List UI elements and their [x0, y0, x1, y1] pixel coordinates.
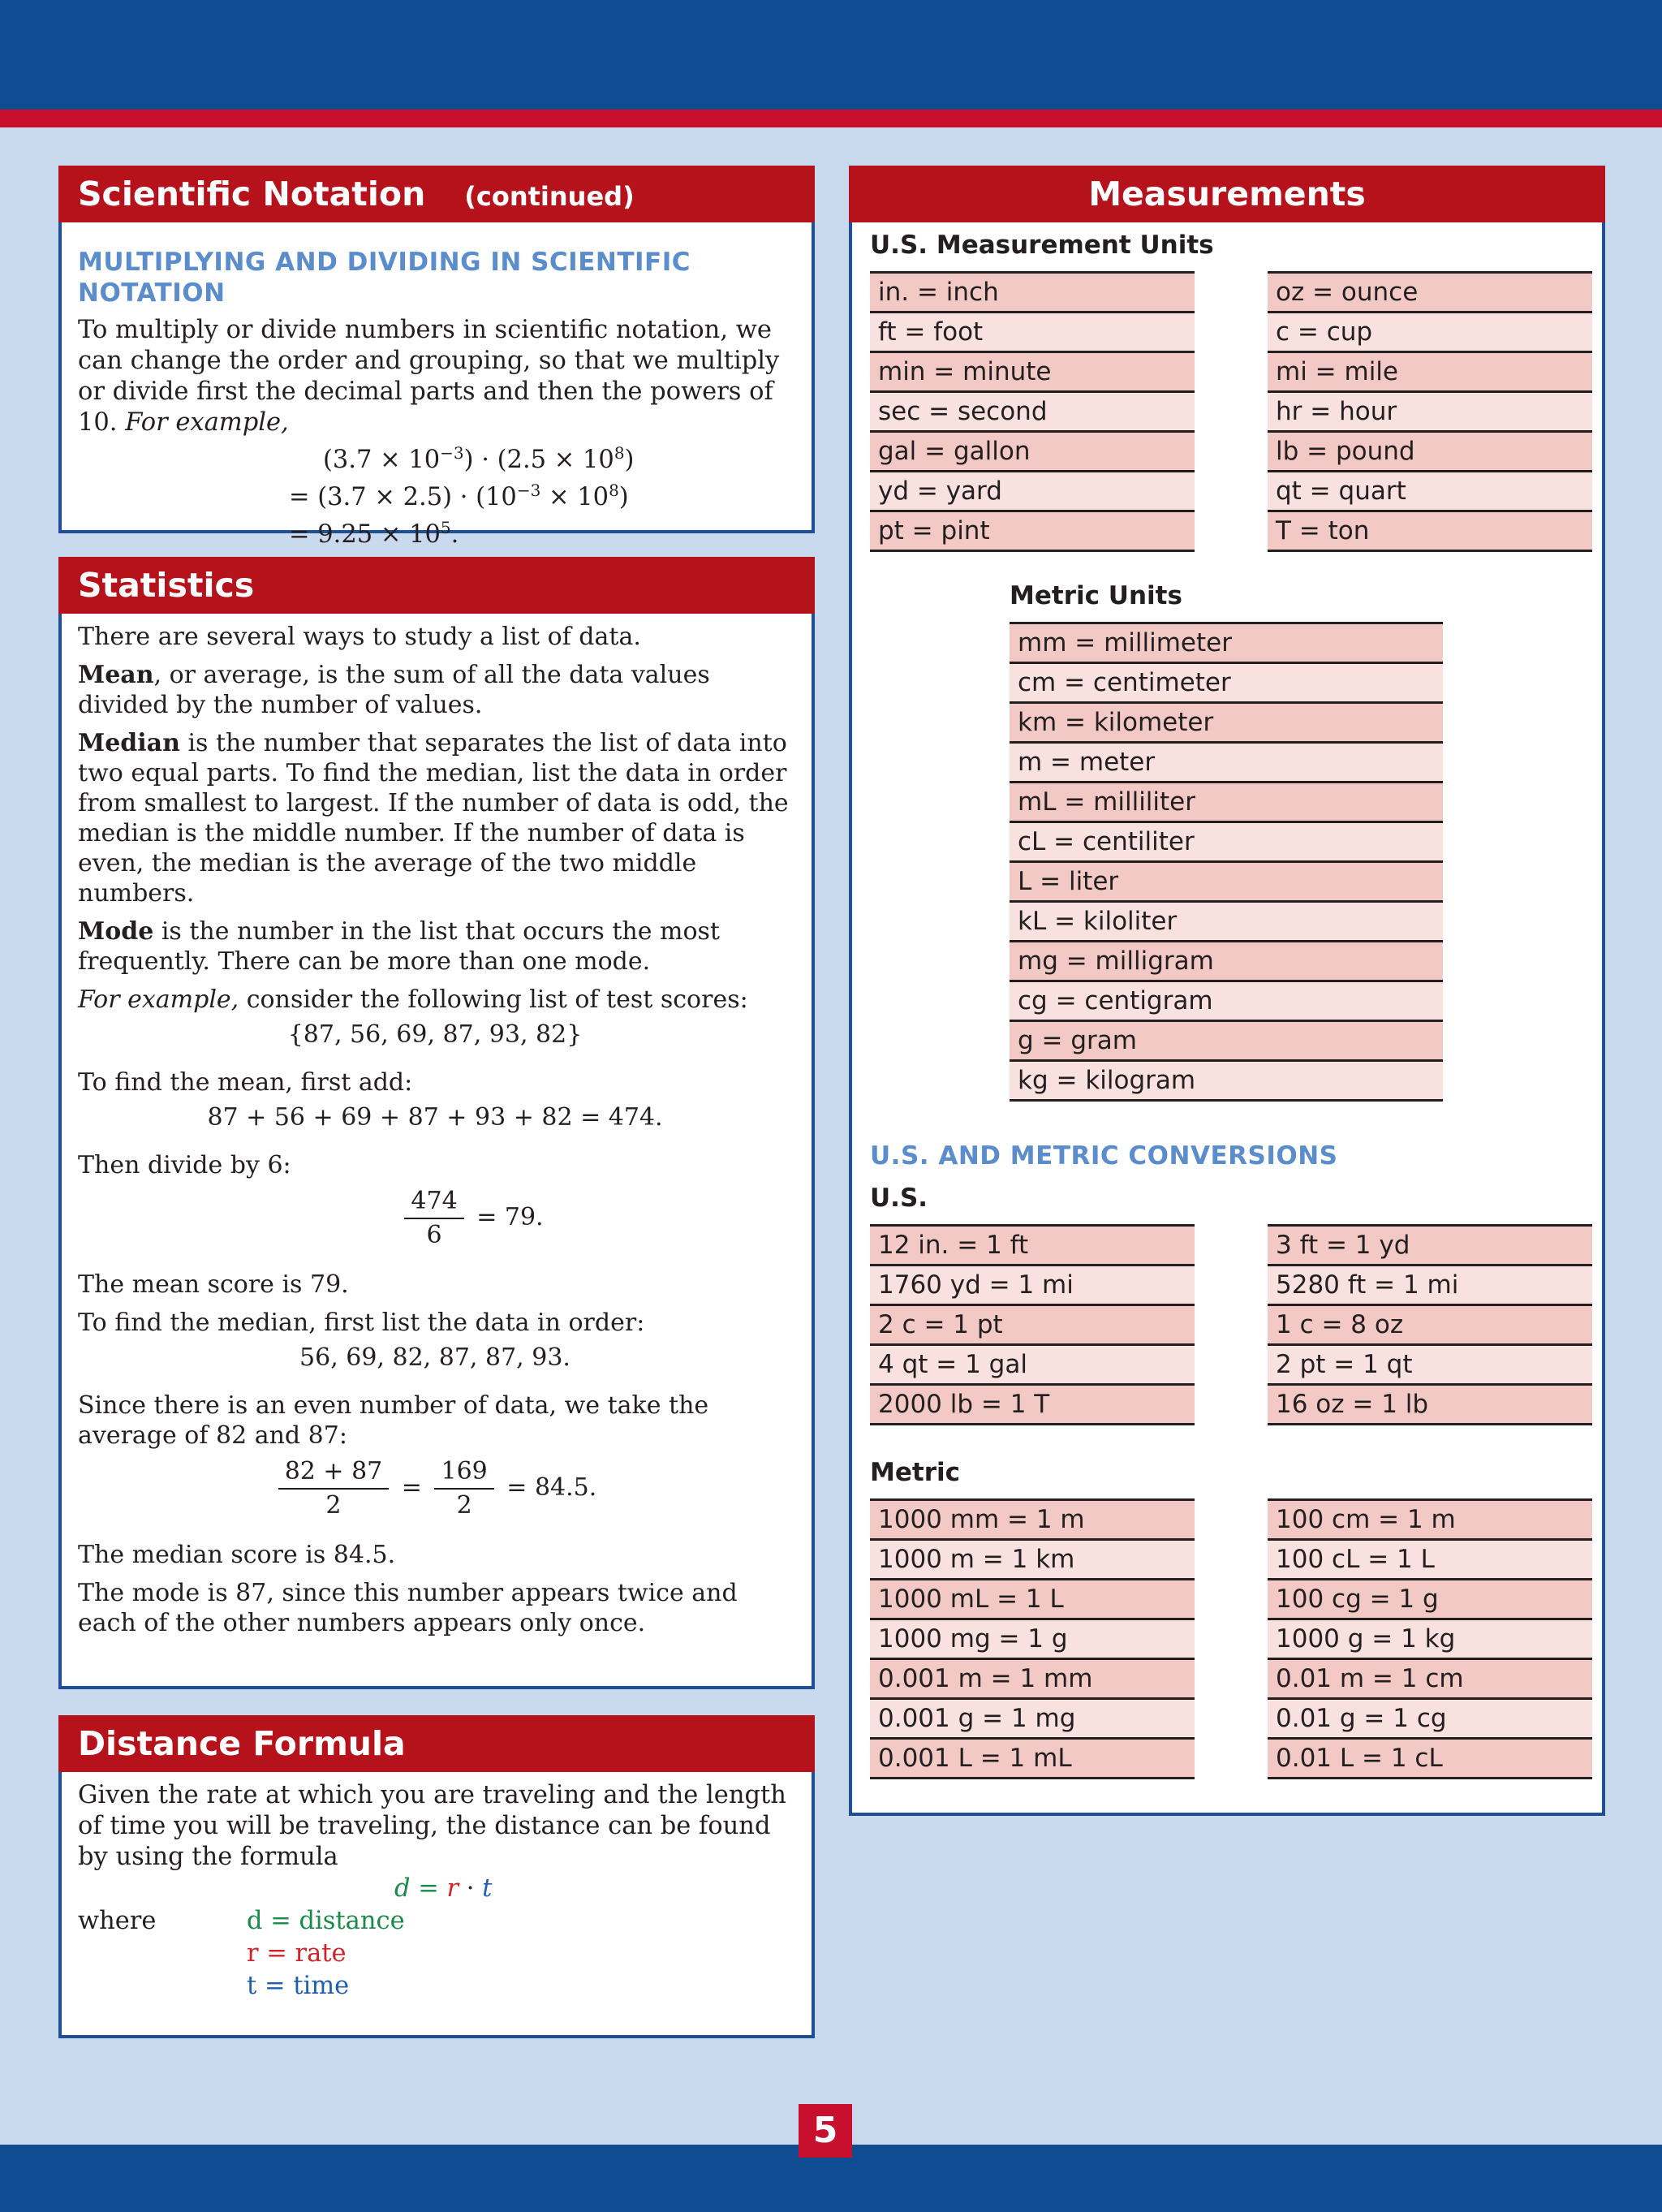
table-row: ft = foot — [870, 313, 1195, 353]
table-row: gal = gallon — [870, 433, 1195, 472]
stats-intro: There are several ways to study a list of data. — [78, 623, 641, 651]
continued-label: (continued) — [464, 181, 635, 212]
table-row: hr = hour — [1268, 393, 1592, 433]
table-row: 5280 ft = 1 mi — [1268, 1266, 1592, 1306]
header-stripe — [0, 110, 1662, 127]
sci-intro: To multiply or divide numbers in scientific notation, we can change the order and grouping, so that we multiply or divide first the decimal parts and then the powers of 10. — [78, 316, 780, 437]
page-number: 5 — [799, 2104, 852, 2158]
mean-fraction: $\frac{474}{6}$ = 79. — [78, 1185, 792, 1252]
table-row: 0.01 g = 1 cg — [1268, 1700, 1592, 1740]
us-conversions-left-table — [870, 1224, 1195, 1425]
us-conversions-right-table — [1268, 1224, 1592, 1425]
distance-formula-panel — [58, 1715, 815, 2038]
d-definition: d = distance — [247, 1907, 405, 1935]
metric-units-label: Metric Units — [1010, 581, 1182, 610]
mean-score: The mean score is 79. — [78, 1270, 349, 1299]
distance-intro: Given the rate at which you are traveling and the length of time you will be traveling, the distance can be found by using the formula — [78, 1781, 786, 1871]
table-row: min = minute — [870, 353, 1195, 393]
table-row: 0.01 L = 1 cL — [1268, 1740, 1592, 1779]
table-row: km = kilometer — [1010, 704, 1443, 744]
metric-conversions-left-table — [870, 1498, 1195, 1779]
measurements-title: Measurements — [1088, 175, 1366, 213]
header-bar — [0, 0, 1662, 110]
table-row: 2000 lb = 1 T — [870, 1386, 1195, 1425]
distance-formula-title: Distance Formula — [78, 1724, 406, 1763]
median-step: To find the median, first list the data in order: — [78, 1309, 645, 1337]
table-row: pt = pint — [870, 512, 1195, 552]
statistics-header — [58, 557, 815, 614]
ordered-list: 56, 69, 82, 87, 87, 93. — [299, 1343, 571, 1372]
table-row: 12 in. = 1 ft — [870, 1227, 1195, 1266]
table-row: mL = milliliter — [1010, 783, 1443, 823]
divide-step: Then divide by 6: — [78, 1151, 291, 1179]
table-row: 2 c = 1 pt — [870, 1306, 1195, 1346]
metric-units-table — [1010, 622, 1443, 1102]
r-definition: r = rate — [247, 1939, 347, 1968]
table-row: 2 pt = 1 qt — [1268, 1346, 1592, 1386]
table-row: 100 cg = 1 g — [1268, 1580, 1592, 1620]
measurements-panel — [849, 166, 1605, 1816]
median-definition: Median is the number that separates the list of data into two equal parts. To find the median, list the data in order from smallest to largest. If the number of data is odd, the median is the middle number. If the number of data is even, the median is the average of the two middle numbers. — [78, 729, 789, 908]
distance-formula-header — [58, 1715, 815, 1772]
scientific-notation-title: Scientific Notation — [78, 175, 426, 213]
scientific-notation-panel — [58, 166, 815, 549]
table-row: 100 cm = 1 m — [1268, 1501, 1592, 1541]
table-row: mg = milligram — [1010, 942, 1443, 982]
table-row: cL = centiliter — [1010, 823, 1443, 863]
table-row: m = meter — [1010, 744, 1443, 783]
table-row: qt = quart — [1268, 472, 1592, 512]
us-units-left-table — [870, 271, 1195, 552]
mode-definition: Mode is the number in the list that occurs the most frequently. There can be more than one mode. — [78, 917, 720, 976]
table-row: oz = ounce — [1268, 274, 1592, 313]
median-score: The median score is 84.5. — [78, 1541, 396, 1569]
scores-list: {87, 56, 69, 87, 93, 82} — [287, 1020, 583, 1049]
statistics-title: Statistics — [78, 566, 255, 605]
us-units-right-table — [1268, 271, 1592, 552]
table-row: mm = millimeter — [1010, 624, 1443, 664]
table-row: kL = kiloliter — [1010, 903, 1443, 942]
table-row: 1 c = 8 oz — [1268, 1306, 1592, 1346]
scientific-notation-header — [58, 166, 815, 222]
table-row: 0.001 m = 1 mm — [870, 1660, 1195, 1700]
statistics-panel — [58, 557, 815, 1689]
table-row: 1760 yd = 1 mi — [870, 1266, 1195, 1306]
table-row: 16 oz = 1 lb — [1268, 1386, 1592, 1425]
median-fraction: $\frac{82 + 87}{2}$ = $\frac{169}{2}$ = 84.5. — [78, 1455, 792, 1522]
table-row: kg = kilogram — [1010, 1062, 1443, 1102]
table-row: 3 ft = 1 yd — [1268, 1227, 1592, 1266]
table-row: 1000 mg = 1 g — [870, 1620, 1195, 1660]
table-row: L = liter — [1010, 863, 1443, 903]
table-row: 0.001 g = 1 mg — [870, 1700, 1195, 1740]
sci-equation: $(3.7 \times 10^{-3}) \cdot (2.5 \times 10^8)$ = $(3.7 \times 2.5) \cdot (10^{-3} \times 10^8)$ = $9.25 \times 10^5$. — [289, 442, 635, 549]
table-row: 1000 m = 1 km — [870, 1541, 1195, 1580]
multiplying-dividing-subheading: MULTIPLYING AND DIVIDING IN SCIENTIFIC NOTATION — [78, 248, 691, 308]
conversions-heading: U.S. AND METRIC CONVERSIONS — [870, 1141, 1338, 1171]
sum-equation: 87 + 56 + 69 + 87 + 93 + 82 = 474. — [207, 1103, 663, 1132]
us-units-label: U.S. Measurement Units — [870, 231, 1214, 260]
table-row: 0.001 L = 1 mL — [870, 1740, 1195, 1779]
table-row: 1000 g = 1 kg — [1268, 1620, 1592, 1660]
example-intro: For example, consider the following list of test scores: — [78, 985, 748, 1014]
table-row: 1000 mL = 1 L — [870, 1580, 1195, 1620]
even-note: Since there is an even number of data, we take the average of 82 and 87: — [78, 1391, 709, 1450]
table-row: sec = second — [870, 393, 1195, 433]
mean-step: To find the mean, first add: — [78, 1068, 413, 1097]
table-row: c = cup — [1268, 313, 1592, 353]
t-definition: t = time — [247, 1972, 350, 2000]
sci-example-label: For example, — [125, 408, 289, 437]
table-row: 0.01 m = 1 cm — [1268, 1660, 1592, 1700]
table-row: T = ton — [1268, 512, 1592, 552]
measurements-header — [849, 166, 1605, 222]
where-label: where — [78, 1907, 157, 1935]
metric-conversions-label: Metric — [870, 1458, 960, 1487]
mode-note: The mode is 87, since this number appears twice and each of the other numbers appears only once. — [78, 1579, 738, 1637]
table-row: lb = pound — [1268, 433, 1592, 472]
table-row: cm = centimeter — [1010, 664, 1443, 704]
metric-conversions-right-table — [1268, 1498, 1592, 1779]
table-row: 4 qt = 1 gal — [870, 1346, 1195, 1386]
us-conversions-label: U.S. — [870, 1184, 928, 1213]
table-row: 100 cL = 1 L — [1268, 1541, 1592, 1580]
table-row: g = gram — [1010, 1022, 1443, 1062]
mean-definition: Mean, or average, is the sum of all the data values divided by the number of values. — [78, 661, 710, 719]
table-row: yd = yard — [870, 472, 1195, 512]
table-row: in. = inch — [870, 274, 1195, 313]
distance-formula: d = r · t — [394, 1874, 493, 1903]
table-row: 1000 mm = 1 m — [870, 1501, 1195, 1541]
table-row: mi = mile — [1268, 353, 1592, 393]
table-row: cg = centigram — [1010, 982, 1443, 1022]
